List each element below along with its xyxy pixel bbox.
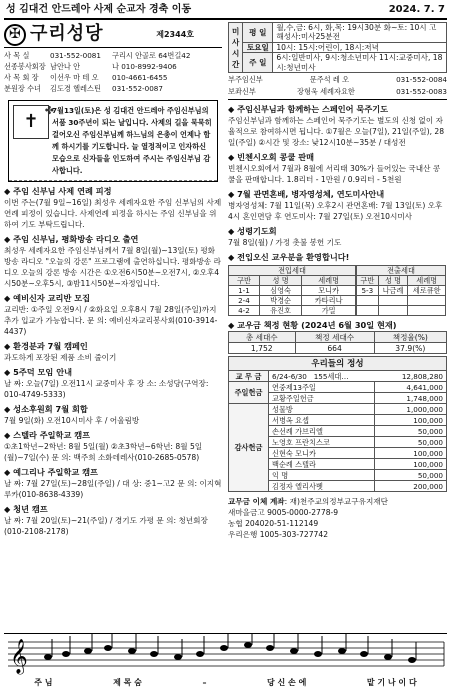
table-row: 손선례 가브리엘 50,000: [229, 426, 447, 437]
staff-row: 선종봉사회장 남안나 안 나 010-8992-9406: [4, 62, 177, 71]
table-row: 서병옥 요셉 100,000: [229, 415, 447, 426]
table-row: 4-2 유진호 가밀: [229, 306, 356, 316]
staff-row: 사 목 실 031-552-0081 구리시 안골로 64번길42: [4, 51, 191, 60]
staff-row: 사 목 회 장 이선우 마 테 오 010-4661-6455: [4, 73, 168, 82]
left-column: [4, 22, 222, 540]
table-row: 5-3 나금례 세로큐한: [357, 286, 446, 296]
clergy-row: 보좌신부 장형욱 세례자요한 031-552-0083: [228, 87, 447, 97]
staff-row: 분원장 수녀 김도경 헬레스틴 031-552-0087: [4, 84, 163, 93]
notice-body: 날 짜: 오늘(7일) 오전11시 교중미사 후 장 소: 소성당(구역장: 010-4749-5333): [4, 379, 209, 399]
mass-times: 10시: 15시:어린이, 18시:저녁: [273, 42, 447, 52]
notice-body: 과도하게 포장된 제품 소비 줄이기: [4, 353, 117, 362]
table-row: 주일헌금 연중제13주일 4,641,000: [229, 382, 447, 393]
notice-body: ①초1학년~2학년: 8월 5일(월) ②초3학년~6학년: 8월 5일(월)~7일(수) 문 의: 백주희 소화데레사(010-2685-0578): [4, 442, 203, 462]
notice-title: ◆ 성소후원회 7월 회합: [4, 404, 222, 415]
hymn-lyrics: 주 님 제 목 숨 – 당 신 손 에 맡 기 나 이 다: [34, 678, 417, 687]
church-logo-icon: ✠: [4, 24, 26, 46]
right-column: [228, 22, 447, 540]
mass-day: 토요일: [243, 42, 273, 52]
mass-day: 주 일: [243, 53, 273, 73]
table-row: 2-4 박경순 카타리나: [229, 296, 356, 306]
notice-title: ◆ 청년 캠프: [4, 504, 222, 515]
transfer-out-table: 전출세대 구반 성 명 세례명 5-3 나금례 세로큐한: [356, 265, 446, 316]
hymn-staff: [4, 633, 447, 695]
anniversary-icon: ✝ ✤: [13, 105, 49, 139]
notice-body: 날 짜: 7월 20일(토)~21(주일) / 경기도 가평 문 의: 청년회장(010-2108-2178): [4, 516, 208, 536]
church-name: 구리성당: [30, 23, 104, 45]
table-row: 1-1 심영숙 모니카: [229, 286, 356, 296]
table-row: 신현숙 모니카 100,000: [229, 448, 447, 459]
notice-title: ◆ 교우금 책정 현황 (2024년 6월 30일 현재): [228, 320, 447, 331]
issue-number: 제2344호: [156, 29, 194, 39]
notice-body: 빈첸시오회에서 7월과 8월에 서리태 30%가 들어있는 국내산 콩쿨을 판매합니다. 1.8리터 - 1만원 / 0.9리터 - 5천원: [228, 164, 441, 185]
notice-body: 7월 8일(월) / 가정 촛불 봉헌 기도: [228, 238, 342, 248]
notice-title: ◆ 5주덕 모임 안내: [4, 367, 222, 378]
ordination-anniversary-box: [8, 100, 218, 182]
mass-times: 월,수,금: 6시, 화,목: 19시30분 화~토: 10시 고해성사:미사25분전: [273, 23, 447, 43]
mass-schedule-table: [228, 22, 447, 73]
clergy-row: 부주임신부 문주석 레 오 031-552-0084: [228, 75, 447, 85]
tithe-table: 총 세대수 책정 세대수 책정율(%) 1,752 664 37.9(%): [228, 331, 447, 354]
bank-accounts: 교무금 이체 계좌: 재)천주교의정부교구유지재단 새마을금고 9005-0000-2778-9 농협 204020-51-112149 우리은행 1005-303-727742: [228, 497, 388, 540]
staff-list: [4, 48, 222, 94]
anniversary-text: 7월13일(토)은 성 김대건 안드레아 주임신부님의 서품 30주년이 되는 날입니다. 사제의 길을 묵묵히 걸어오신 주임신부님께 하느님의 은총이 언제나 함께 하시기를 기도합니다. 늘 열정적이고 인자하신 모습으로 신자들을 인도하여 주시는 주임신부님 감사합니다.: [52, 106, 212, 175]
notice-title: ◆ 주임신부님과 함께하는 스페인어 묵주기도: [228, 104, 447, 115]
notice-body: 날 짜: 7월 27일(토)~28일(주일) / 대 상: 중1~고2 문 의: 이지혁 루카(010-8638-4339): [4, 479, 222, 499]
notice-title: ◆ 7월 관면혼배, 병자영성체, 연도미사안내: [228, 189, 447, 200]
issue-date: 2024. 7. 7: [388, 3, 445, 15]
mass-day: 평 일: [243, 23, 273, 43]
mass-times: 6시:일반미사, 9시:청소년미사 11시:교중미사, 18시:청년미사: [273, 53, 447, 73]
notice-body: 주임신부님과 함께하는 스페인어 묵주기도는 별도의 신청 없이 자율적으로 참여하시면 됩니다. ①7월은 오늘(7일), 21일(주일), 28일(주일) ②시간 및 장소: 낮12시10분~35분 / 대성전: [228, 116, 445, 148]
table-row: 백순례 스텔라 100,000: [229, 459, 447, 470]
notice-title: ◆ 주임 신부님, 평화방송 라디오 출연: [4, 234, 222, 245]
notice-body: 병자영성체: 7월 11일(목) 오후2시 관면혼배: 7월 13일(토) 오후4시 혼인면담 후 연도미사: 7월 27일(토) 오전10시미사: [228, 201, 443, 222]
notice-body: 교리반: ①주일 오전9시 / ②화요일 오후8시 7월 28일(주일)까지 추가 입교가 가능합니다. 문 의: 예비신자교리봉사회(010-3914-4437): [4, 305, 218, 336]
mass-schedule-label: 미사시간: [229, 23, 243, 73]
notice-title: ◆ 예비신자 교리반 모집: [4, 293, 222, 304]
clergy-contacts: [228, 75, 447, 100]
table-row: 익 명 50,000: [229, 470, 447, 481]
notice-body: 7월 9일(화) 오전10시미사 후 / 어울림방: [4, 416, 140, 425]
table-row: 김정자 엘리사벳 200,000: [229, 481, 447, 492]
table-row: 교 무 금 6/24-6/30 155세대… 12,808,280: [229, 371, 447, 382]
offering-title: 우리들의 정성: [229, 357, 447, 371]
notice-title: ◆ 환경분과 7월 캠페인: [4, 341, 222, 352]
table-row: 노영호 프란치스코 50,000: [229, 437, 447, 448]
transfer-tables: [228, 265, 447, 316]
notice-title: ◆ 주임 신부님 사제 연례 피정: [4, 186, 222, 197]
notice-title: ◆ 성령기도회: [228, 226, 447, 237]
church-logo-row: [4, 22, 222, 48]
page-title: 성 김대건 안드레아 사제 순교자 경축 이동: [6, 3, 192, 15]
transfer-in-table: 전입세대 구반 성 명 세례명 1-1 심영숙 모니카 2-4 박경순 카타리나 4-2 유진호 가밀: [228, 265, 356, 316]
notice-body: 이번 주는(7월 9일~16일) 최성우 세례자요한 주임 신부님의 사제 연례 피정이 있습니다. 사제연례 피정을 하시는 주임 신부님을 위하여 기도 부탁드립니다.: [4, 198, 222, 229]
table-row: 교황주일헌금 1,748,000: [229, 393, 447, 404]
table-row: 감사헌금 성물방 1,000,000: [229, 404, 447, 415]
page-header: [4, 0, 447, 20]
svg-text:𝄞: 𝄞: [10, 639, 28, 674]
offering-table: [228, 356, 447, 492]
notice-body: 최성우 세례자요한 주임신부님께서 7월 8일(월)~13일(토) 평화방송 라디오 "오늘의 강론" 프로그램에 출연하십니다. 평화방송 라디오 오늘의 강론 방송 시간은 ①오전6시50분~오전7시, ②오후4시50분~오후5시, ③밤11시50분~자정입니다.: [4, 246, 222, 288]
notice-title: ◆ 전입오신 교우분을 환영합니다!: [228, 252, 447, 263]
music-staff-icon: [4, 634, 447, 678]
notice-title: ◆ 예그리나 주일학교 캠프: [4, 467, 222, 478]
notice-title: ◆ 빈첸시오회 콩쿨 판매: [228, 152, 447, 163]
notice-title: ◆ 스텔라 주일학교 캠프: [4, 430, 222, 441]
